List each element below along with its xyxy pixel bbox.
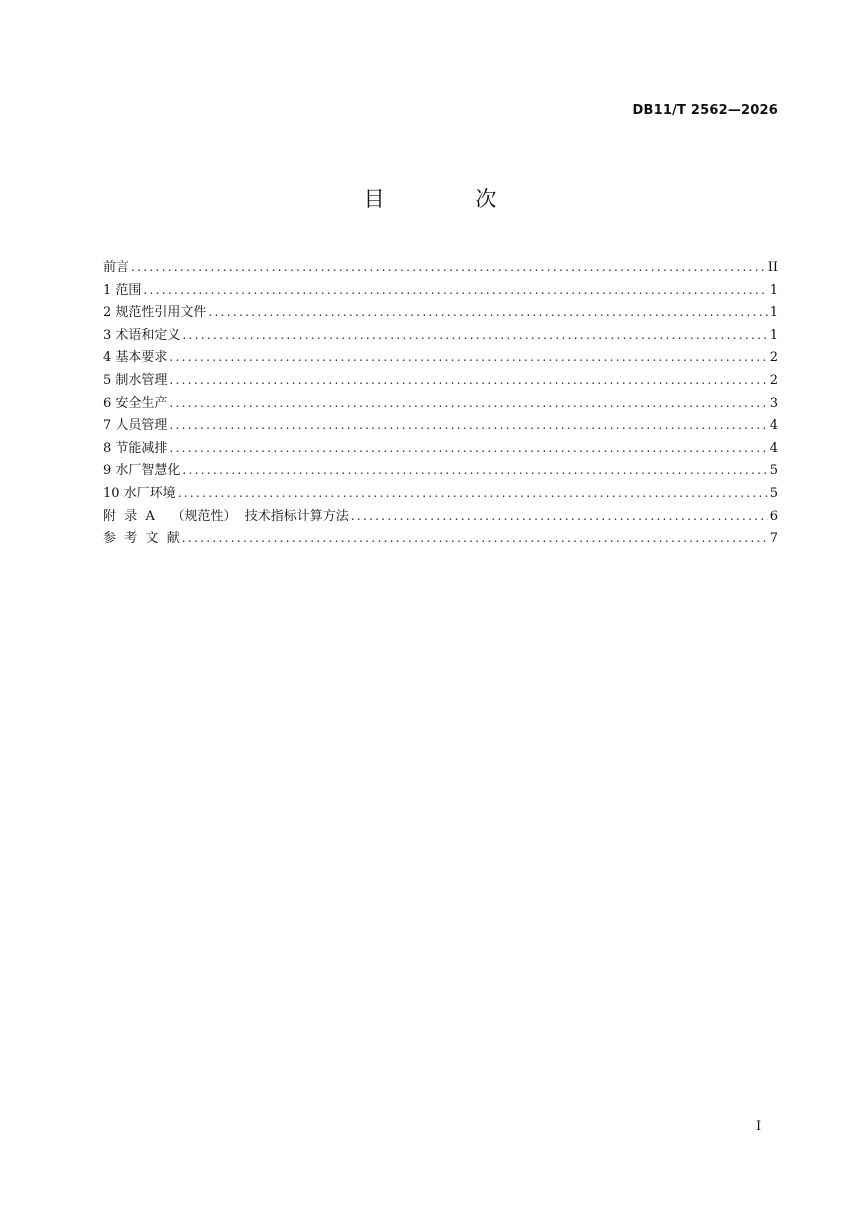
toc-entry-page: 5 [769,485,778,501]
toc-entry-label: 1 范围 [103,282,142,298]
toc-entry-energy-saving[interactable] [103,437,778,460]
toc-entry-page: 4 [769,418,778,434]
toc-entry-terms-definitions[interactable] [103,324,778,347]
toc-leader-dots [143,279,767,302]
toc-leader-dots [131,256,766,279]
toc-leader-dots [182,459,767,482]
toc-entry-page: 2 [769,372,778,388]
toc-leader-dots [178,482,768,505]
toc-entry-label: 附 录 A （规范性） 技术指标计算方法 [103,508,349,524]
toc-leader-dots [169,437,767,460]
toc-entry-label: 10 水厂环境 [103,485,176,501]
toc-entry-page: 4 [769,440,778,456]
toc-title: 目 次 [363,187,539,211]
table-of-contents [103,256,778,550]
toc-entry-label: 前言 [103,260,130,275]
toc-leader-dots [208,301,767,324]
toc-entry-label: 5 制水管理 [103,372,168,388]
toc-entry-appendix-a[interactable] [103,505,778,528]
toc-entry-page: 1 [769,327,778,343]
toc-leader-dots [169,414,767,437]
page-number: I [756,1119,762,1134]
toc-entry-label: 9 水厂智慧化 [103,463,181,479]
toc-leader-dots [169,369,767,392]
toc-entry-page: 2 [769,350,778,366]
toc-entry-page: 3 [769,395,778,411]
toc-entry-page: 1 [769,282,778,298]
toc-entry-page: 7 [769,531,778,547]
toc-entry-page: II [767,260,778,275]
toc-entry-label: 3 术语和定义 [103,327,181,343]
toc-entry-page: 6 [769,508,778,524]
toc-entry-plant-environment[interactable] [103,482,778,505]
toc-leader-dots [351,505,768,528]
toc-entry-safety-production[interactable] [103,392,778,415]
toc-entry-label: 8 节能减排 [103,440,168,456]
toc-entry-water-production[interactable] [103,369,778,392]
toc-entry-bibliography[interactable] [103,527,778,550]
toc-entry-label: 4 基本要求 [103,350,168,366]
toc-entry-scope[interactable] [103,279,778,302]
toc-entry-label: 7 人员管理 [103,418,168,434]
toc-leader-dots [182,324,767,347]
toc-leader-dots [169,392,767,415]
toc-entry-label: 参 考 文 献 [103,531,180,547]
toc-entry-label: 2 规范性引用文件 [103,305,207,321]
toc-entry-basic-requirements[interactable] [103,346,778,369]
toc-entry-page: 1 [769,305,778,321]
document-code: DB11/T 2562—2026 [632,103,778,118]
toc-entry-normative-references[interactable] [103,301,778,324]
toc-leader-dots [182,527,768,550]
toc-entry-page: 5 [769,463,778,479]
toc-entry-personnel[interactable] [103,414,778,437]
toc-entry-label: 6 安全生产 [103,395,168,411]
toc-entry-smart-plant[interactable] [103,459,778,482]
toc-entry-foreword[interactable] [103,256,778,279]
toc-leader-dots [169,346,767,369]
